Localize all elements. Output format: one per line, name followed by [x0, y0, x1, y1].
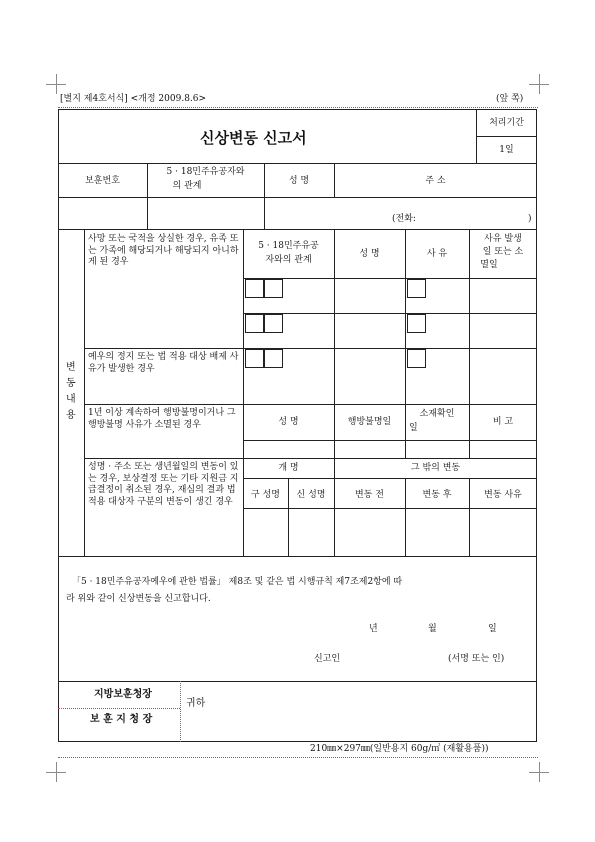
s1-date-header-line1: 사유 발생	[484, 234, 522, 244]
page-side-label: (앞 쪽)	[496, 94, 524, 104]
s4-new-name-header: 신 성명	[296, 490, 326, 500]
relation-checkbox[interactable]	[245, 349, 264, 368]
regional-office-label: 지방보훈청장	[94, 689, 152, 700]
grid-line	[58, 197, 537, 198]
grid-line	[476, 136, 537, 137]
grid-line	[58, 229, 537, 230]
grid-line	[243, 508, 537, 509]
grid-line	[243, 440, 537, 441]
s3-found-date-header-line2: 일	[409, 423, 418, 433]
processing-period-label: 처리기간	[489, 118, 524, 128]
grid-line	[243, 313, 537, 314]
s4-reason-header: 변동 사유	[484, 490, 522, 500]
form-title: 신상변동 신고서	[200, 129, 307, 147]
side-label-char: 용	[66, 410, 76, 421]
reason-checkbox[interactable]	[407, 279, 426, 298]
s1-reason-header: 사 유	[426, 249, 448, 259]
grid-line	[58, 163, 537, 164]
s3-missing-date-header: 행방불명일	[347, 417, 392, 427]
s4-rename-header: 개 명	[278, 463, 299, 473]
grid-line	[469, 404, 470, 458]
relation-header-line1: 5 · 18민주유공자와	[166, 167, 245, 177]
side-label-char: 동	[66, 378, 76, 389]
grid-line-dotted	[58, 708, 180, 709]
s4-other-change-header: 그 밖의 변동	[410, 463, 461, 473]
s4-after-header: 변동 후	[422, 490, 452, 500]
grid-line-dotted	[180, 681, 181, 742]
crop-mark	[46, 84, 66, 85]
statement-line1: 「5 · 18민주유공자예우에 관한 법률」 제8조 및 같은 법 시행규칙 제7조제2항에 따	[72, 577, 403, 587]
grid-line	[84, 348, 537, 349]
s1-relation-header-line1: 5 · 18민주유공	[258, 241, 319, 251]
s1-name-header: 성 명	[359, 249, 380, 259]
section3-description: 1년 이상 계속하여 행방불명이거나 그 행방불명 사유가 소멸된 경우	[88, 408, 236, 430]
s4-before-header: 변동 전	[355, 490, 384, 500]
reporter-label: 신고인	[314, 654, 341, 664]
reason-checkbox[interactable]	[407, 349, 426, 368]
date-day-label: 일	[488, 624, 497, 634]
relation-checkbox[interactable]	[245, 279, 264, 298]
grid-line	[58, 681, 537, 682]
paper-spec: 210㎜×297㎜(일반용지 60g/㎡ (재활용품))	[310, 744, 489, 754]
s3-remarks-header: 비 고	[492, 417, 514, 427]
section1-description: 사망 또는 국적을 상실한 경우, 유족 또는 가족에 해당되거나 해당되지 아니하게 된 경우	[88, 234, 239, 267]
name-header: 성 명	[288, 176, 310, 186]
crop-mark	[529, 772, 549, 773]
side-label-char: 내	[66, 394, 76, 405]
address-header: 주 소	[425, 176, 446, 186]
header-rule	[58, 107, 538, 108]
grid-line	[84, 458, 537, 459]
s1-relation-header-line2: 자와의 관계	[265, 255, 312, 265]
statement-line2: 라 위와 같이 신상변동을 신고합니다.	[66, 594, 211, 604]
relation-checkbox[interactable]	[264, 279, 283, 298]
honorific-label: 귀하	[186, 698, 206, 709]
form-number-label: [별지 제4호서식] <개정 2009.8.6>	[60, 94, 207, 104]
s1-date-header-line2: 일 또는 소	[482, 247, 524, 257]
veteran-number-header: 보훈번호	[85, 176, 120, 186]
s1-date-header-line3: 멸일	[480, 260, 498, 270]
grid-line	[264, 163, 265, 229]
s3-name-header: 성 명	[278, 417, 299, 427]
relation-header-line2: 의 관계	[172, 181, 202, 191]
grid-line	[334, 404, 335, 458]
grid-line	[58, 556, 537, 557]
reason-checkbox[interactable]	[407, 314, 426, 333]
relation-checkbox[interactable]	[245, 314, 264, 333]
phone-label: (전화:	[392, 214, 416, 224]
s3-found-date-header-line1: 소재확인	[419, 409, 455, 419]
date-year-label: 년	[369, 624, 378, 634]
section2-description: 예우의 정지 또는 법 적용 대상 배제 사유가 발생한 경우	[88, 352, 239, 374]
relation-checkbox[interactable]	[264, 314, 283, 333]
s4-old-name-header: 구 성명	[251, 490, 280, 500]
crop-mark	[529, 84, 549, 85]
date-month-label: 월	[428, 624, 437, 634]
phone-close: )	[528, 214, 532, 224]
branch-office-label: 보 훈 지 청 장	[90, 714, 153, 725]
grid-line	[84, 229, 85, 556]
crop-mark	[46, 772, 66, 773]
grid-line	[243, 278, 537, 279]
relation-checkbox[interactable]	[264, 349, 283, 368]
processing-period-value: 1일	[499, 145, 514, 155]
signature-label: (서명 또는 인)	[448, 654, 505, 664]
section4-description: 성명 · 주소 또는 생년월일의 변동이 있는 경우, 보상결정 또는 기타 지원금 지급결정이 취소된 경우, 재심의 결과 법 적용 대상자 구분의 변동이 생긴 경우	[88, 462, 239, 507]
side-label-char: 변	[66, 362, 76, 373]
footer-rule	[58, 757, 538, 758]
